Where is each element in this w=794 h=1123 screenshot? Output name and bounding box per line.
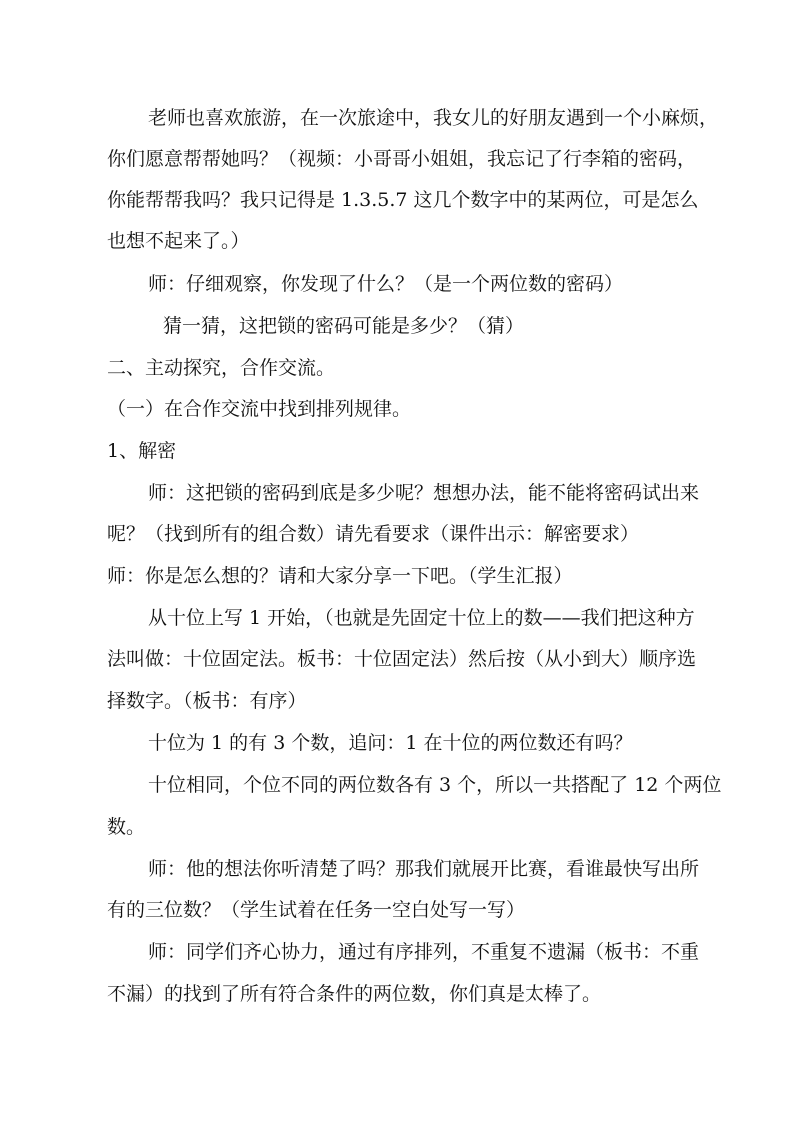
paragraph-line-2: 你们愿意帮帮她吗？（视频：小哥哥小姐姐，我忘记了行李箱的密码， xyxy=(107,148,697,170)
paragraph-line-17: 十位相同，个位不同的两位数各有 3 个，所以一共搭配了 12 个两位 xyxy=(148,774,722,796)
paragraph-line-11: 呢？（找到所有的组合数）请先看要求（课件出示：解密要求） xyxy=(107,523,640,545)
paragraph-line-16: 十位为 1 的有 3 个数，追问：1 在十位的两位数还有吗？ xyxy=(148,732,633,754)
paragraph-line-10: 师：这把锁的密码到底是多少呢？想想办法，能不能将密码试出来 xyxy=(148,482,700,504)
paragraph-line-19: 师：他的想法你听清楚了吗？那我们就展开比赛，看谁最快写出所 xyxy=(148,858,700,880)
paragraph-line-4: 也想不起来了。） xyxy=(107,230,250,252)
paragraph-line-13: 从十位上写 1 开始，（也就是先固定十位上的数——我们把这种方 xyxy=(148,607,695,629)
paragraph-line-3: 你能帮帮我吗？我只记得是 1.3.5.7 这几个数字中的某两位，可是怎么 xyxy=(107,189,699,211)
item-heading: 1、解密 xyxy=(107,440,177,462)
paragraph-line-14: 法叫做：十位固定法。板书：十位固定法）然后按（从小到大）顺序选 xyxy=(107,648,697,670)
paragraph-line-12: 师：你是怎么想的？请和大家分享一下吧。（学生汇报） xyxy=(107,565,573,587)
paragraph-line-1: 老师也喜欢旅游，在一次旅途中，我女儿的好朋友遇到一个小麻烦， xyxy=(148,107,719,129)
paragraph-line-21: 师：同学们齐心协力，通过有序排列，不重复不遗漏（板书：不重 xyxy=(148,941,700,963)
paragraph-line-20: 有的三位数？（学生试着在任务一空白处写一写） xyxy=(107,899,526,921)
paragraph-line-15: 择数字。（板书：有序） xyxy=(107,690,307,712)
subsection-heading: （一）在合作交流中找到排列规律。 xyxy=(107,398,412,420)
section-heading: 二、主动探究，合作交流。 xyxy=(107,357,336,379)
paragraph-line-18: 数。 xyxy=(107,816,146,838)
paragraph-line-22: 不漏）的找到了所有符合条件的两位数，你们真是太棒了。 xyxy=(107,983,602,1005)
paragraph-line-5: 师：仔细观察，你发现了什么？（是一个两位数的密码） xyxy=(148,273,624,295)
paragraph-line-6: 猜一猜，这把锁的密码可能是多少？（猜） xyxy=(163,315,525,337)
